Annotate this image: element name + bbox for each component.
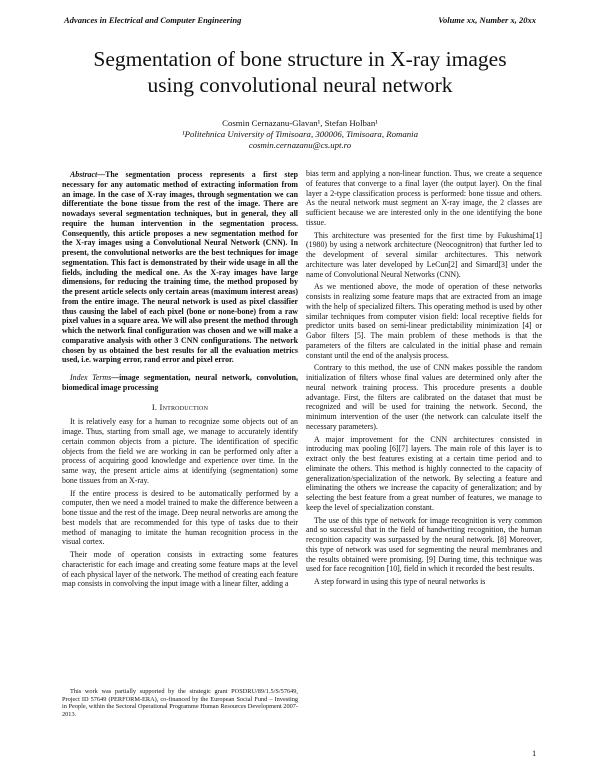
abstract-text: —The segmentation process represents a first step necessary for any automatic method of extracting information from an image. In the case of X-ray images, through segmentation we can differentiate the bone tissue from the rest of the image. There are nowadays several segmentation techniques, but in general, they all require the human intervention in the segmentation process. Consequently, this article proposes a new segmentation method for the X-ray images using a Convolutional Neural Network (CNN). In present, the convolutional networks are the best techniques for image segmentation. This fact is demonstrated by their wide usage in all the fields, including the medical one. As the X-ray images have large dimensions, for reducing the training time, the method proposed by the present article selects only certain areas (maximum interest areas) from the entire image. The neural network is used as pixel classifier thus causing the label of each pixel (bone or none-bone) from a raw pixel values in a square area. We will also present the method through which the network final configuration was chosen and we will make a comparative analysis with other 3 CNN configurations. The network chosen by us obtained the best results for all the evaluation metrics used, i.e. warping error, rand error and pixel error. bbox=[62, 170, 298, 365]
paragraph: As we mentioned above, the mode of operation of these networks consists in realizing some feature maps that are extracted from an image with the help of specialized filters. This operating method is used by other similar techniques from computer vision field: local receptive fields for predictor units based on semi-linear predictability minimization [4] or Gabor filters [5]. The main problem of these methods is that the parameters of the filters are calculated in the initial phase and remain constant until the end of the analysis process. bbox=[306, 282, 542, 360]
paragraph: A step forward in using this type of neural networks is bbox=[314, 577, 486, 586]
journal-name: Advances in Electrical and Computer Engineering bbox=[64, 15, 242, 25]
index-terms bbox=[62, 373, 298, 393]
left-column bbox=[62, 170, 298, 592]
paper-title bbox=[40, 46, 560, 98]
paragraph: A major improvement for the CNN architectures consisted in introducing max pooling [6][7] layers. The main role of this layer is to extract only the best features existing at a certain time period and to eliminate the others. This method is highly connected to the capacity of generalization/specialization of the network. By selecting a feature and eliminating the others we increase the capacity of generalization; and by selecting the best feature from a great number of features, we manage to keep the level of specialization constant. bbox=[306, 434, 542, 512]
paragraph: bias term and applying a non-linear function. Thus, we create a sequence of features that converge to a final layer (the output layer). On the final layer a 2-type classification process is performed: bone tissue and others. As the neural network must segment an X-ray image, the 2 classes are sufficient because we are interested only in the one identifying the bone tissue. bbox=[306, 169, 542, 227]
page-number: 1 bbox=[532, 748, 537, 758]
index-terms-lead: Index Terms bbox=[70, 373, 112, 382]
right-column bbox=[306, 169, 542, 590]
author-email: cosmin.cernazanu@cs.upt.ro bbox=[248, 140, 352, 150]
funding-footnote: This work was partially supported by the strategic grant POSDRU/89/1.5/S/57649, Project ID 57649 (PERFORM-ERA), co-financed by the European Social Fund – Investing in People, within the Sectoral Operational Programme Human Resources Development 2007-2013. bbox=[62, 688, 298, 718]
title-line-2: using convolutional neural network bbox=[147, 73, 453, 97]
author-block bbox=[60, 118, 540, 151]
paragraph: Contrary to this method, the use of CNN makes possible the random initialization of filters whose final values are determined only after the neural network training process. This procedure presents a double advantage. First, the filters are calibrated on the dataset that must be recognized and will be used for training the network. Second, the minimum intervention of the user (the network can calculate itself the necessary parameters). bbox=[306, 363, 542, 431]
abstract-lead: Abstract bbox=[70, 170, 98, 179]
abstract bbox=[62, 170, 298, 365]
author-names: Cosmin Cernazanu-Glavan¹, Stefan Holban¹ bbox=[222, 118, 378, 128]
paragraph: This architecture was presented for the first time by Fukushima[1] (1980) by using a network architecture (Neocognitron) that further led to the development of several similar architectures. This network architecture was later developed by LeCun[2] and Simard[3] under the name of Convolutional Neural Networks (CNN). bbox=[306, 230, 542, 279]
paragraph: If the entire process is desired to be automatically performed by a computer, then we need a model trained to make the difference between a bone tissue and the rest of the image. Deep neural networks are among the best models that are recommended for this type of tasks due to their method of managing to imitate the human recognition process in the visual cortex. bbox=[62, 488, 298, 547]
paragraph: It is relatively easy for a human to recognize some objects out of an image. Thus, starting from small age, we manage to accurately identify certain common objects from a picture. The identification of specific objects from the field we are working in can be performed only after a process of acquiring good knowledge and experience over time. In the same way, the present article aims at identifying (segmentation) some bone tissues from an X-ray. bbox=[62, 417, 298, 485]
volume-info: Volume xx, Number x, 20xx bbox=[438, 15, 536, 25]
affiliation: ¹Politehnica University of Timisoara, 300006, Timisoara, Romania bbox=[181, 129, 418, 139]
paragraph: The use of this type of network for image recognition is very common and so successful that in the field of handwriting recognition, the human recognition capacity was surpassed by the neural network. [8] Moreover, this type of network was used for segmenting the neural membranes and the results obtained were promising. [9] During time, this technique was used for face recognition [10], field in which it recorded the best results. bbox=[306, 515, 542, 574]
title-line-1: Segmentation of bone structure in X-ray images bbox=[93, 47, 507, 71]
index-terms-text: —image segmentation, neural network, convolution, biomedical image processing bbox=[62, 373, 298, 392]
section-heading-introduction: I. Introduction bbox=[151, 401, 209, 412]
paragraph: Their mode of operation consists in extracting some features characteristic for each image and creating some feature maps at the level of each physical layer of the network. The method of creating each feature map consists in convolving the input image with a linear filter, adding a bbox=[62, 550, 298, 589]
running-header bbox=[64, 15, 536, 25]
